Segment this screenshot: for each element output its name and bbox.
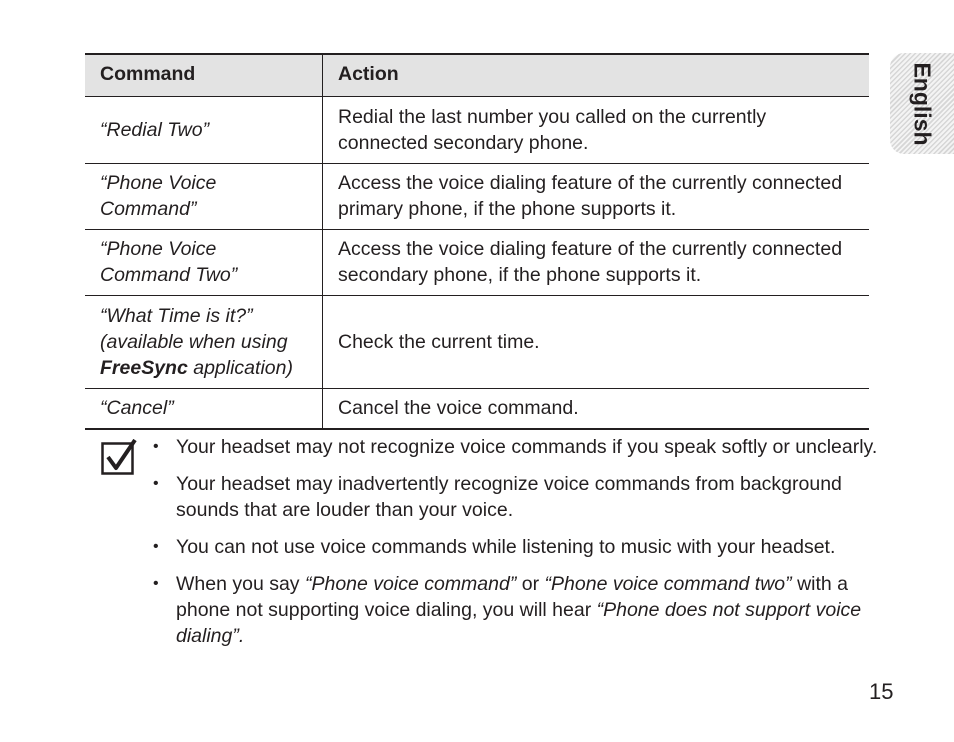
page-number: 15 xyxy=(869,679,894,704)
table-row xyxy=(85,97,869,164)
note-text: or xyxy=(516,573,545,595)
action-cell: Access the voice dialing feature of the currently connected secondary phone, if the phone supports it. xyxy=(323,230,870,296)
note-text: with a phone not supporting voice dialing, you will hear xyxy=(176,573,849,621)
header-action: Action xyxy=(323,54,870,97)
command-line: (available when using xyxy=(100,330,288,353)
note-text: Your headset may inadvertently recognize voice commands from background sounds that are louder than your voice. xyxy=(176,473,842,521)
table-row xyxy=(85,230,869,296)
command-cell: “Phone Voice Command Two” xyxy=(85,230,323,296)
note-text: You can not use voice commands while listening to music with your headset. xyxy=(176,536,836,558)
command-line: “What Time is it?” xyxy=(100,304,253,327)
note-item xyxy=(153,471,883,523)
action-cell: Redial the last number you called on the currently connected secondary phone. xyxy=(323,97,870,164)
quoted-command: “Phone voice command two” xyxy=(544,573,792,595)
command-cell: “Redial Two” xyxy=(85,97,323,164)
table-row xyxy=(85,389,869,430)
table-row xyxy=(85,164,869,230)
note-item xyxy=(153,434,883,460)
note-item xyxy=(153,534,883,560)
notes-list xyxy=(153,434,883,660)
table-header-row xyxy=(85,54,869,97)
language-tab-label: English xyxy=(909,61,936,146)
note-text: When you say xyxy=(176,573,305,595)
action-cell: Cancel the voice command. xyxy=(323,389,870,430)
table-row xyxy=(85,296,869,389)
note-text: Your headset may not recognize voice commands if you speak softly or unclearly. xyxy=(176,436,878,458)
action-cell: Check the current time. xyxy=(323,296,870,389)
language-tab xyxy=(890,53,954,154)
command-cell xyxy=(85,296,323,389)
app-name: FreeSync xyxy=(100,356,188,379)
command-cell: “Phone Voice Command” xyxy=(85,164,323,230)
note-item xyxy=(153,571,883,649)
command-line: application) xyxy=(187,356,293,379)
voice-command-table xyxy=(85,53,869,430)
command-cell: “Cancel” xyxy=(85,389,323,430)
note-check-icon xyxy=(101,439,137,475)
quoted-response: “Phone does not support voice dialing”. xyxy=(176,599,862,647)
quoted-command: “Phone voice command” xyxy=(304,573,517,595)
action-cell: Access the voice dialing feature of the currently connected primary phone, if the phone supports it. xyxy=(323,164,870,230)
header-command: Command xyxy=(85,54,323,97)
